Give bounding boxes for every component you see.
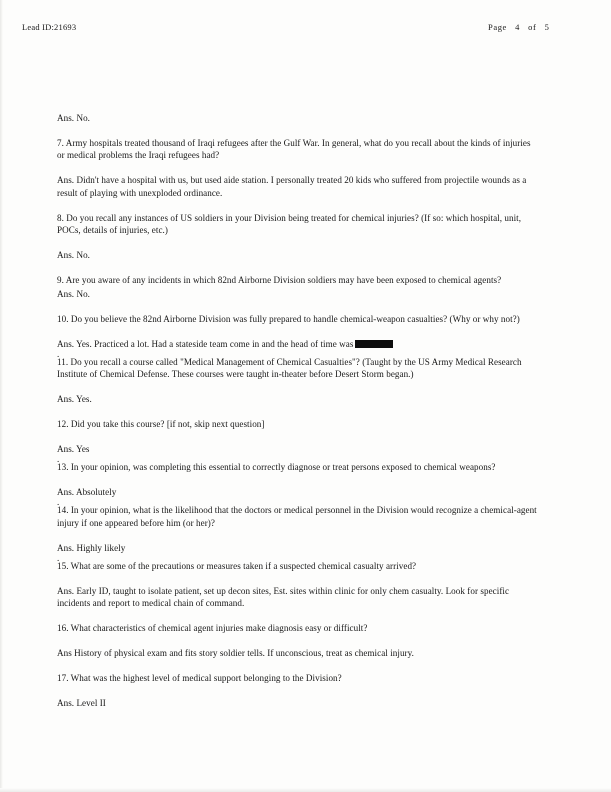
answer-paragraph: Ans. Yes. [57, 394, 92, 405]
answer-paragraph: Ans. Absolutely [57, 487, 117, 498]
question-paragraph: 8. Do you recall any instances of US soldiers in your Division being treated for chemical injuries? (If so: which hospital, unit, POCs, details of injuries, etc.) [57, 212, 522, 236]
scan-edge-bottom [0, 788, 611, 792]
answer-paragraph: Ans. No. [57, 250, 90, 261]
page-header [0, 22, 611, 38]
lead-id [22, 22, 76, 32]
margin-tick: . [57, 454, 60, 465]
question-paragraph: 14. In your opinion, what is the likelihood that the doctors or medical personnel in the Division would recognize a chemical-agent injury if one appeared before him (or her)? [57, 505, 537, 528]
question-paragraph: 9. Are you aware of any incidents in which 82nd Airborne Division soldiers may have been exposed to chemical agents? [57, 275, 502, 286]
question-paragraph: 16. What characteristics of chemical agent injuries make diagnosis easy or difficult? [57, 622, 368, 633]
margin-tick: . [57, 497, 60, 508]
answer-paragraph: Ans. Yes [57, 444, 90, 455]
margin-tick: . [57, 349, 60, 360]
question-paragraph: 10. Do you believe the 82nd Airborne Division was fully prepared to handle chemical-weapon casualties? (Why or why not?) [57, 314, 520, 325]
answer-paragraph: Ans. Level II [57, 697, 106, 708]
question-paragraph: 7. Army hospitals treated thousand of Iraqi refugees after the Gulf War. In general, what do you recall about the kinds of injuries or medical problems the Iraqi refugees had? [57, 138, 531, 161]
lead-id-value: 21693 [54, 22, 77, 32]
question-paragraph: 13. In your opinion, was completing this essential to correctly diagnose or treat persons exposed to chemical weapons? [57, 462, 496, 473]
answer-paragraph [57, 338, 540, 350]
question-paragraph: 12. Did you take this course? [if not, skip next question] [57, 419, 265, 430]
answer-paragraph: Ans. Didn't have a hospital with us, but used aide station. I personally treated 20 kids who suffered from projectile wounds as a result of playing with unexploded ordinance. [57, 175, 527, 198]
answer-paragraph: Ans. Early ID, taught to isolate patient, set up decon sites, Est. sites within clinic for only chem casualty. Look for specific incidents and report to medical chain of command. [57, 585, 510, 608]
question-paragraph: 11. Do you recall a course called "Medical Management of Chemical Casualties"? (Taught by the US Army Medical Research Institute of Chemical Defense. These courses were taught in-theater before Desert Storm began.) [57, 357, 522, 380]
question-paragraph: 17. What was the highest level of medical support belonging to the Division? [57, 672, 342, 683]
document-body [57, 112, 540, 722]
lead-id-label: Lead ID: [22, 22, 55, 32]
page-number [488, 22, 550, 32]
page-label: Page [488, 22, 507, 32]
answer-paragraph: Ans. No. [57, 113, 90, 123]
page-of: of [528, 22, 537, 32]
answer-paragraph: Ans. No. [57, 289, 90, 300]
answer-paragraph: Ans. Highly likely [57, 542, 126, 553]
margin-tick: . [57, 552, 60, 563]
answer-paragraph: Ans History of physical exam and fits story soldier tells. If unconscious, treat as chemical injury. [57, 647, 414, 658]
answer-text: Ans. Yes. Practiced a lot. Had a stateside team come in and the head of time was [57, 339, 354, 350]
redaction-bar [355, 340, 393, 348]
scan-edge-left [0, 0, 3, 792]
page-current: 4 [515, 22, 520, 32]
question-paragraph: 15. What are some of the precautions or measures taken if a suspected chemical casualty arrived? [57, 560, 417, 571]
page-total: 5 [544, 22, 550, 32]
